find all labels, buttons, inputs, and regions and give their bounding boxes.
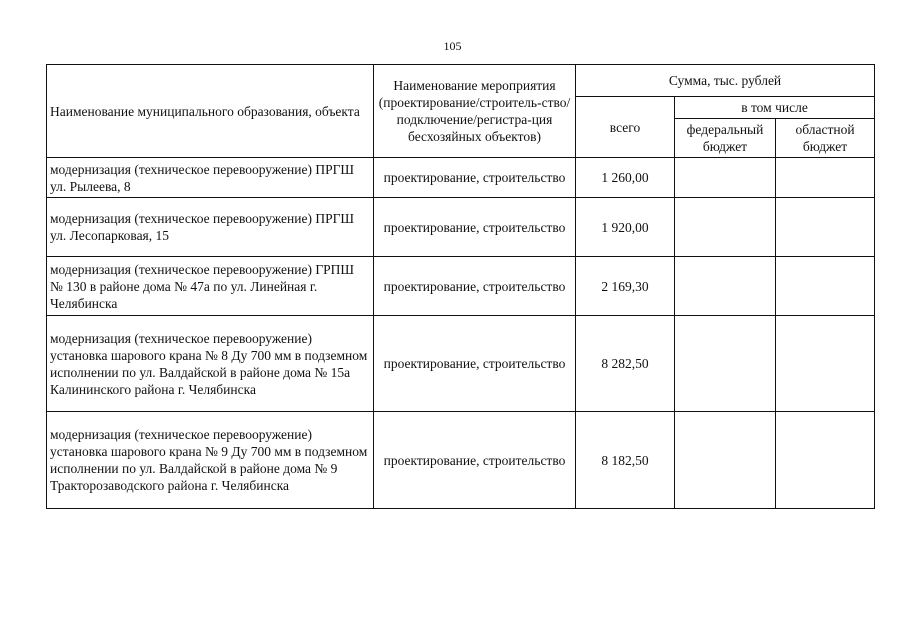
table-row xyxy=(47,316,875,412)
regional-cell xyxy=(776,158,875,198)
page-number: 105 xyxy=(443,39,462,53)
total-cell: 1 260,00 xyxy=(576,158,675,198)
measure-cell: проектирование, строительство xyxy=(374,316,576,412)
header-federal-col: федеральный бюджет xyxy=(675,119,776,158)
budget-table xyxy=(46,64,875,509)
object-name-cell: модернизация (техническое перевооружение) ПРГШ ул. Лесопарковая, 15 xyxy=(47,198,374,257)
header-sum-col: Сумма, тыс. рублей xyxy=(576,65,875,97)
regional-cell xyxy=(776,257,875,316)
regional-cell xyxy=(776,198,875,257)
total-cell: 8 282,50 xyxy=(576,316,675,412)
header-including-col: в том числе xyxy=(675,97,875,119)
federal-cell xyxy=(675,158,776,198)
measure-cell: проектирование, строительство xyxy=(374,412,576,509)
measure-cell: проектирование, строительство xyxy=(374,158,576,198)
table-row xyxy=(47,257,875,316)
regional-cell xyxy=(776,412,875,509)
total-cell: 1 920,00 xyxy=(576,198,675,257)
total-cell: 8 182,50 xyxy=(576,412,675,509)
object-name-cell: модернизация (техническое перевооружение) ПРГШ ул. Рылеева, 8 xyxy=(47,158,374,198)
federal-cell xyxy=(675,198,776,257)
object-name-cell: модернизация (техническое перевооружение) установка шарового крана № 8 Ду 700 мм в подземном исполнении по ул. Валдайской в районе дома № 15а Калининского района г. Челябинска xyxy=(47,316,374,412)
object-name-cell: модернизация (техническое перевооружение) ГРПШ № 130 в районе дома № 47а по ул. Линейная г. Челябинска xyxy=(47,257,374,316)
header-measure-col: Наименование мероприятия (проектирование/строитель-ство/подключение/регистра-ция бесхозяйных объектов) xyxy=(374,65,576,158)
total-cell: 2 169,30 xyxy=(576,257,675,316)
measure-cell: проектирование, строительство xyxy=(374,198,576,257)
header-regional-col: областной бюджет xyxy=(776,119,875,158)
measure-cell: проектирование, строительство xyxy=(374,257,576,316)
table-row xyxy=(47,158,875,198)
federal-cell xyxy=(675,412,776,509)
federal-cell xyxy=(675,316,776,412)
table-row xyxy=(47,412,875,509)
regional-cell xyxy=(776,316,875,412)
header-row-1 xyxy=(47,65,875,97)
object-name-cell: модернизация (техническое перевооружение) установка шарового крана № 9 Ду 700 мм в подземном исполнении по ул. Валдайской в районе дома № 9 Тракторозаводского района г. Челябинска xyxy=(47,412,374,509)
header-name-col: Наименование муниципального образования, объекта xyxy=(47,65,374,158)
table-row xyxy=(47,198,875,257)
federal-cell xyxy=(675,257,776,316)
header-total-col: всего xyxy=(576,97,675,158)
